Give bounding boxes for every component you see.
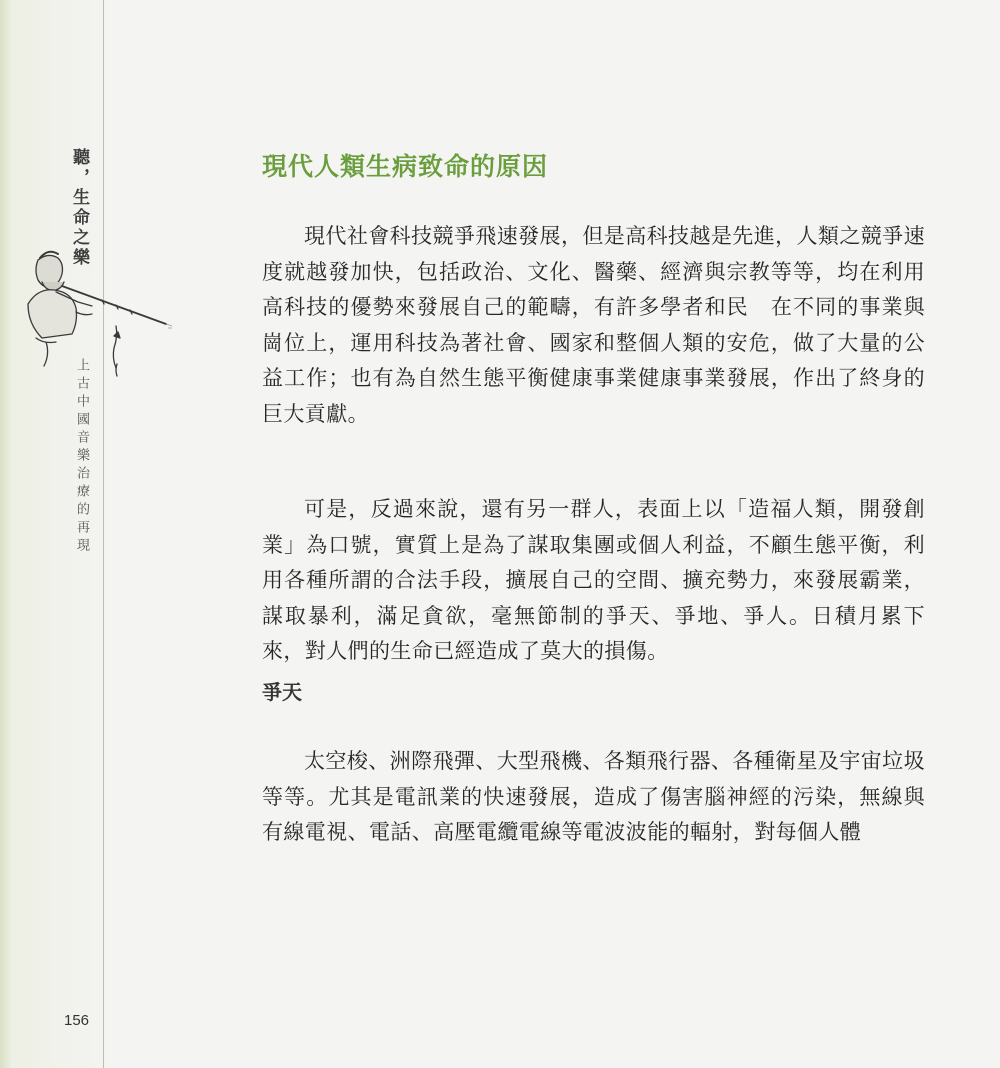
body-paragraph-1: 現代社會科技競爭飛速發展，但是高科技越是先進，人類之競爭速度就越發加快，包括政治、文化、醫藥、經濟與宗教等等，均在利用高科技的優勢來發展自己的範疇，有許多學者和民 在不同的事業與崗位上，運用科技為著社會、國家和整個人類的安危，做了大量的公益工作；也有為自然生態平衡健康事業健康事業發展，作出了終身的巨大貢獻。 — [262, 224, 925, 426]
body-paragraph-3: 太空梭、洲際飛彈、大型飛機、各類飛行器、各種衛星及宇宙垃圾等等。尤其是電訊業的快速發展，造成了傷害腦神經的污染，無線與有線電視、電話、高壓電纜電線等電波波能的輻射，對每個人體 — [262, 749, 925, 844]
flute-player-illustration — [16, 244, 176, 384]
body-paragraph-2: 可是，反過來說，還有另一群人，表面上以「造福人類，開發創業」為口號，實質上是為了謀取集團或個人利益，不顧生態平衡，利用各種所謂的合法手段，擴展自己的空間、擴充勢力，來發展霸業，謀取暴利，滿足貪欲，毫無節制的爭天、爭地、爭人。日積月累下來，對人們的生命已經造成了莫大的損傷。 — [262, 497, 925, 663]
section-heading: 現代人類生病致命的原因 — [262, 152, 549, 181]
subsection-heading: 爭天 — [262, 680, 302, 704]
margin-rule — [103, 0, 104, 1068]
spine-shadow — [0, 0, 12, 1068]
page-number: 156 — [64, 1012, 90, 1029]
book-subtitle-vertical: 上古中國音樂治療的再現 — [74, 358, 89, 556]
book-title-vertical: 聽，生命之樂 — [69, 148, 89, 268]
